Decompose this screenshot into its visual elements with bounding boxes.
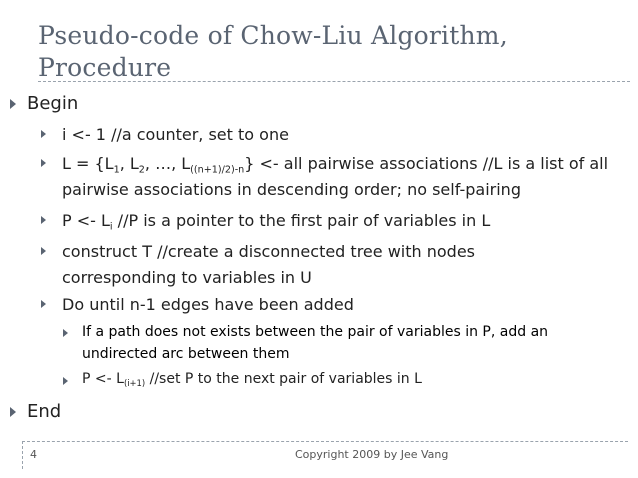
begin-text: Begin xyxy=(27,93,79,114)
next-P-sub: (i+1) xyxy=(123,377,146,388)
construct-line-2: corresponding to variables in U xyxy=(62,268,312,287)
next-P-text xyxy=(82,369,422,390)
next-P-pre: P <- L xyxy=(82,371,124,387)
footer-vertical-divider xyxy=(22,441,23,469)
triangle-bullet-icon xyxy=(41,130,46,138)
triangle-bullet-icon xyxy=(41,247,46,255)
pointer-P-text xyxy=(62,209,490,232)
list-L-pre: L = {L xyxy=(62,154,114,173)
triangle-bullet-icon xyxy=(41,216,46,224)
list-L-sub-3: ((n+1)/2)-n xyxy=(190,164,245,176)
counter-text: i <- 1 //a counter, set to one xyxy=(62,125,289,144)
triangle-bullet-icon xyxy=(41,159,46,167)
title-divider xyxy=(38,81,630,82)
construct-line-1: construct T //create a disconnected tree with nodes xyxy=(62,242,475,261)
end-text: End xyxy=(27,401,62,422)
list-L-post: } <- all pairwise associations //L is a list of all xyxy=(244,154,609,173)
title-line-1: Pseudo-code of Chow-Liu Algorithm, xyxy=(38,21,508,50)
triangle-bullet-icon xyxy=(63,329,68,337)
next-P-post: //set P to the next pair of variables in L xyxy=(145,371,422,387)
list-L-line-1 xyxy=(62,152,608,175)
list-L-sub-1: 1 xyxy=(113,164,120,176)
title-line-2: Procedure xyxy=(38,53,172,82)
triangle-bullet-icon xyxy=(41,300,46,308)
pointer-P-pre: P <- L xyxy=(62,211,110,230)
footer-divider xyxy=(22,441,628,442)
triangle-bullet-icon xyxy=(10,99,16,109)
do-until-text: Do until n-1 edges have been added xyxy=(62,295,354,314)
copyright-text: Copyright 2009 by Jee Vang xyxy=(295,448,449,461)
list-L-line-2: pairwise associations in descending order; no self-pairing xyxy=(62,180,521,199)
if-path-line-2: undirected arc between them xyxy=(82,346,290,362)
triangle-bullet-icon xyxy=(63,377,68,385)
if-path-line-1: If a path does not exists between the pair of variables in P, add an xyxy=(82,324,549,340)
list-L-mid-2: , …, L xyxy=(144,154,191,173)
list-L-mid-1: , L xyxy=(119,154,139,173)
triangle-bullet-icon xyxy=(10,407,16,417)
list-L-sub-2: 2 xyxy=(138,164,145,176)
page-number: 4 xyxy=(30,448,37,461)
pointer-P-sub: i xyxy=(109,221,113,233)
pointer-P-post: //P is a pointer to the first pair of variables in L xyxy=(112,211,491,230)
slide-title xyxy=(38,20,618,84)
